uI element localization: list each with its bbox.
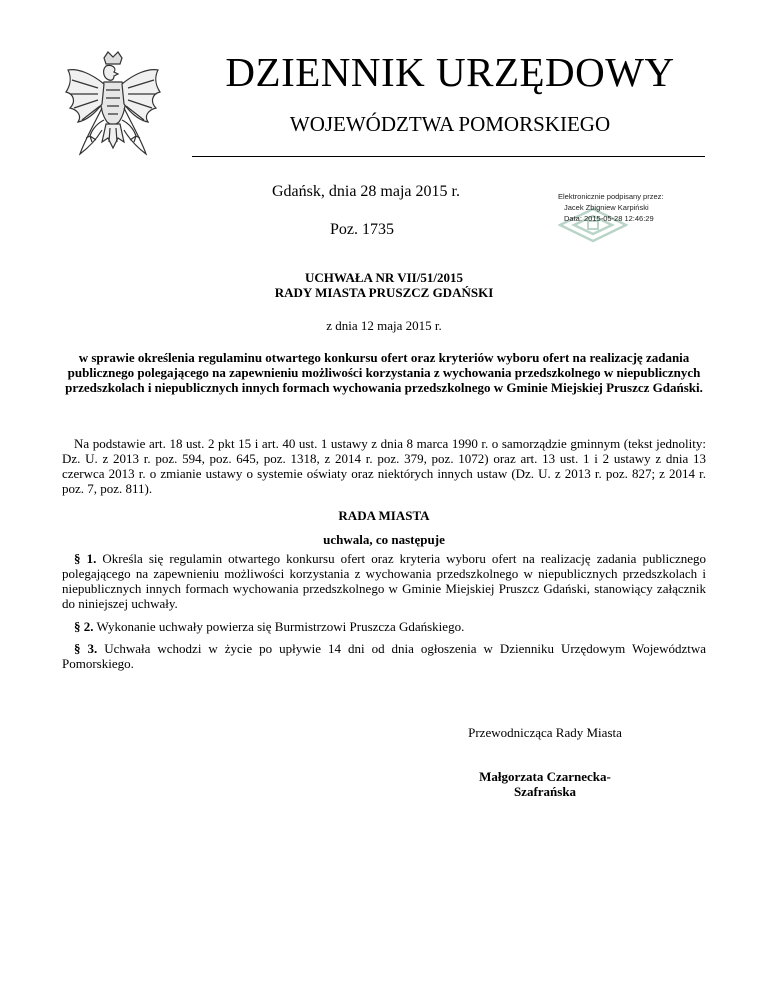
legal-basis-paragraph: Na podstawie art. 18 ust. 2 pkt 15 i art. 40 ust. 1 ustawy z dnia 8 marca 1990 r. o samorządzie gminnym (tekst jednolity: Dz. U. z 2013 r. poz. 594, poz. 645, poz. 1318, z 2014 r. poz. 379, poz. 1072) oraz art. 13 ust. 1 i 2 ustawy z dnia 13 czerwca 2013 r. o zmianie ustawy o systemie oświaty oraz niektórych innych ustaw (Dz. U. z 2013 r. poz. 827; z 2014 r. poz. 7, poz. 811). [62,436,706,496]
electronic-signature-stamp [558,191,698,243]
eagle-emblem-icon [62,50,164,162]
section-1-text: Określa się regulamin otwartego konkursu ofert oraz kryteria wyboru ofert na realizację zadania publicznego polegającego na zapewnieniu możliwości korzystania z wychowania przedszkolnego w niepublicznych przedszkolach i niepublicznych innych formach wychowania przedszkolnego w Gminie Miejskiej Pruszcz Gdański, stanowiący załącznik do niniejszej uchwały. [62,551,706,611]
signer-name: Jacek Zbigniew Karpiński [564,203,649,212]
signature-date: Data: 2015-05-28 12:46:29 [564,214,654,223]
header-divider [192,156,705,157]
resolves-line: uchwala, co następuje [323,532,445,547]
section-3-text: Uchwała wchodzi w życie po upływie 14 dni od dnia ogłoszenia w Dzienniku Urzędowym Województwa Pomorskiego. [62,641,707,671]
section-1 [62,551,706,611]
resolution-title [62,270,706,300]
resolution-number: UCHWAŁA NR VII/51/2015 [305,270,463,285]
resolution-date: z dnia 12 maja 2015 r. [326,318,442,333]
position-number: Poz. 1735 [330,221,394,238]
section-3-label: § 3. [74,641,98,656]
council-heading: RADA MIASTA [338,508,430,523]
signature-label: Elektronicznie podpisany przez: [558,192,664,201]
section-1-label: § 1. [74,551,97,566]
resolution-subject: w sprawie określenia regulaminu otwartego konkursu ofert oraz kryteriów wyboru ofert na realizację zadania publicznego polegającego na zapewnieniu możliwości korzystania z wychowania przedszkolnego w niepublicznych przedszkolach i niepublicznych innych formach wychowania przedszkolnego w Gminie Miejskiej Pruszcz Gdański. [65,350,703,395]
publication-date: Gdańsk, dnia 28 maja 2015 r. [272,183,460,200]
signatory-name: Małgorzata Czarnecka-Szafrańska [479,769,611,799]
signatory-title: Przewodnicząca Rady Miasta [468,725,622,740]
section-2-text: Wykonanie uchwały powierza się Burmistrzowi Pruszcza Gdańskiego. [93,619,465,634]
resolution-issuer: RADY MIASTA PRUSZCZ GDAŃSKI [274,285,494,300]
section-2 [62,619,706,634]
section-3 [62,641,706,671]
journal-subtitle: WOJEWÓDZTWA POMORSKIEGO [289,112,611,136]
journal-title: DZIENNIK URZĘDOWY [225,49,675,95]
section-2-label: § 2. [74,619,94,634]
